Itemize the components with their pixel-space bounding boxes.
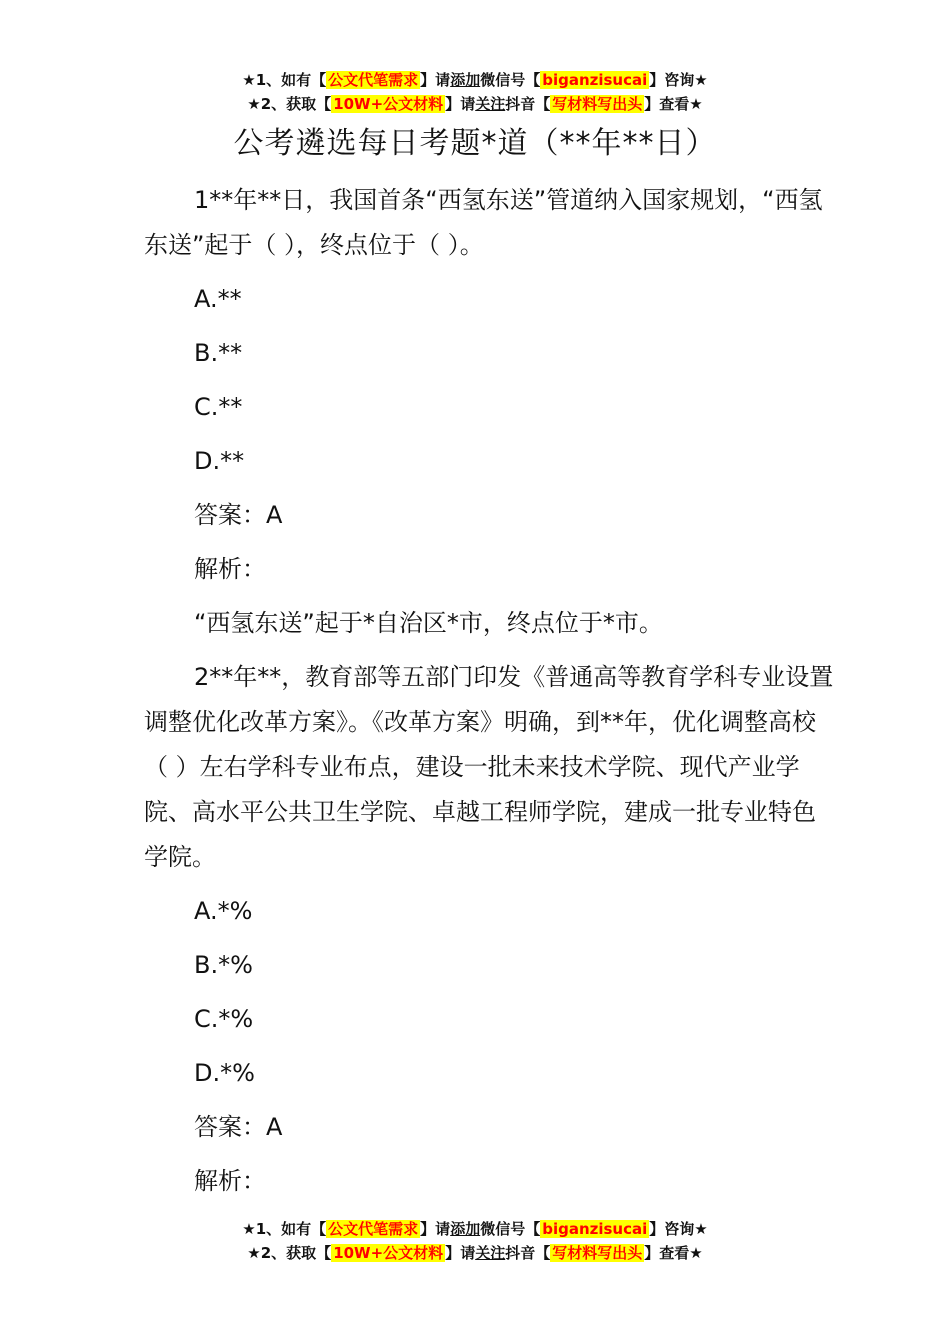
bottom-banner: [0, 1217, 950, 1265]
question-2-analysis-label: 解析：: [194, 1167, 266, 1195]
banner-underline: 关注: [475, 95, 506, 113]
question-1-stem: 1**年**日，我国首条“西氢东送”管道纳入国家规划，“西氢东送”起于（ ），终点位于（ ）。: [144, 186, 823, 259]
question-2-option-a: A.*%: [194, 897, 253, 925]
page-title: 公考遴选每日考题*道（**年**日）: [233, 126, 717, 161]
document-body: [144, 178, 834, 1213]
banner-text: 抖音【: [505, 95, 551, 113]
banner-text: 微信号【: [480, 71, 541, 89]
banner-highlight: 10W+公文材料: [333, 95, 444, 113]
banner-text: 】请: [445, 1244, 476, 1262]
banner-line-2: [0, 1241, 950, 1265]
banner-underline: 关注: [475, 1244, 506, 1262]
banner-text: ★1、如有【: [242, 1220, 327, 1238]
banner-text: 】查看★: [644, 1244, 703, 1262]
question-2-option-c: C.*%: [194, 1005, 254, 1033]
banner-text: ★2、获取【: [247, 1244, 332, 1262]
banner-line-2: [0, 92, 950, 116]
question-1-option-b: B.**: [194, 339, 243, 367]
banner-text: 抖音【: [505, 1244, 551, 1262]
banner-highlight: 公文代笔需求: [328, 71, 419, 89]
question-1-option-a: A.**: [194, 285, 242, 313]
question-1-analysis-label: 解析：: [194, 555, 266, 583]
banner-highlight: biganzisucai: [542, 1220, 648, 1238]
banner-text: 】请: [420, 71, 451, 89]
question-2-option-d: D.*%: [194, 1059, 255, 1087]
banner-highlight: 写材料写出头: [552, 95, 643, 113]
banner-underline: 添加: [450, 1220, 481, 1238]
banner-line-1: [0, 1217, 950, 1241]
top-banner: [0, 68, 950, 116]
banner-text: 】咨询★: [649, 1220, 708, 1238]
banner-underline: 添加: [450, 71, 481, 89]
banner-line-1: [0, 68, 950, 92]
banner-highlight: 10W+公文材料: [333, 1244, 444, 1262]
banner-text: 】咨询★: [649, 71, 708, 89]
banner-text: ★1、如有【: [242, 71, 327, 89]
question-2-answer: 答案：A: [194, 1113, 283, 1141]
question-1-option-d: D.**: [194, 447, 245, 475]
banner-highlight: biganzisucai: [542, 71, 648, 89]
banner-text: 微信号【: [480, 1220, 541, 1238]
question-1-answer: 答案：A: [194, 501, 283, 529]
banner-text: ★2、获取【: [247, 95, 332, 113]
question-1-analysis: “西氢东送”起于*自治区*市，终点位于*市。: [194, 609, 663, 637]
question-2-option-b: B.*%: [194, 951, 253, 979]
question-2-stem: 2**年**，教育部等五部门印发《普通高等教育学科专业设置调整优化改革方案》。《改革方案》明确，到**年，优化调整高校（ ）左右学科专业布点，建设一批未来技术学院、现代产业学院、高水平公共卫生学院、卓越工程师学院，建成一批专业特色学院。: [144, 663, 834, 871]
banner-text: 】请: [445, 95, 476, 113]
question-1-option-c: C.**: [194, 393, 243, 421]
banner-text: 】请: [420, 1220, 451, 1238]
banner-highlight: 公文代笔需求: [328, 1220, 419, 1238]
banner-text: 】查看★: [644, 95, 703, 113]
banner-highlight: 写材料写出头: [552, 1244, 643, 1262]
